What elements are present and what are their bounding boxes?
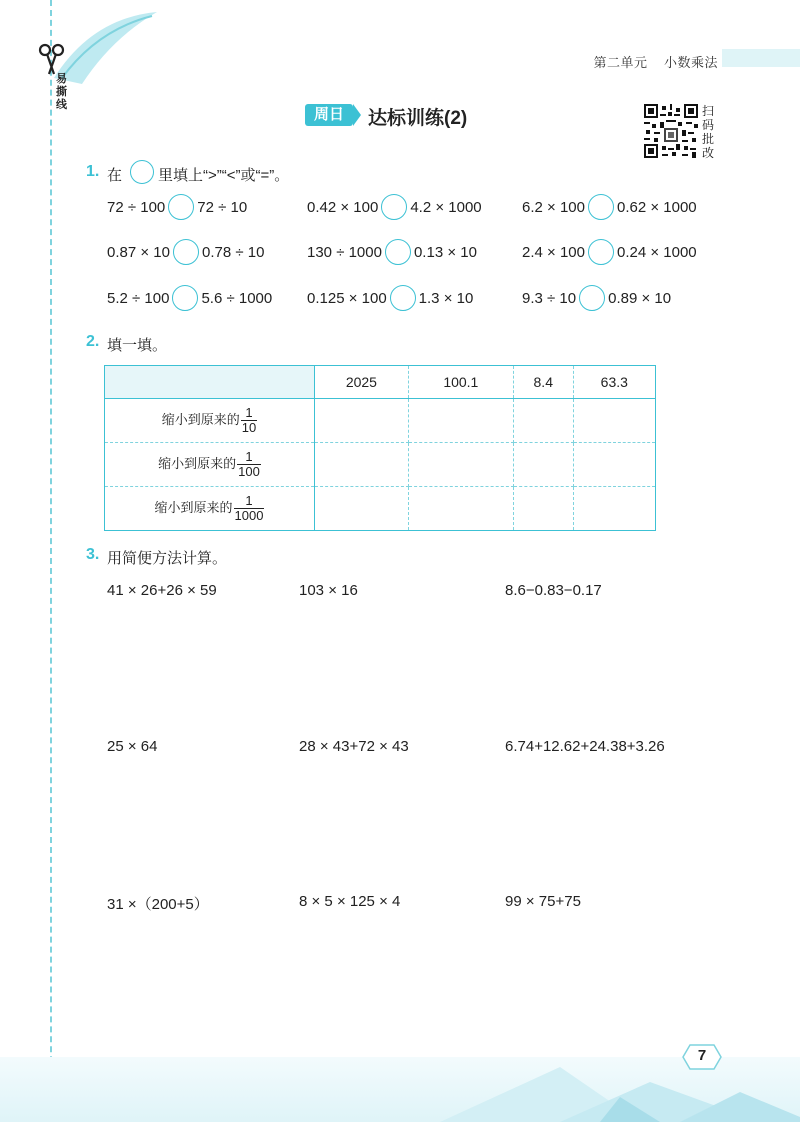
answer-circle[interactable] [588, 239, 614, 265]
table-header-row [105, 366, 656, 399]
answer-cell[interactable] [408, 487, 513, 531]
row-label [105, 487, 315, 531]
unit-label: 第二单元 [593, 55, 648, 70]
fraction-numerator: 1 [245, 405, 253, 420]
answer-cell[interactable] [513, 487, 573, 531]
footer-decoration [0, 1047, 800, 1122]
answer-cell[interactable] [573, 399, 655, 443]
calc-problem: 103 × 16 [299, 582, 358, 599]
section3-number: 3. [86, 546, 100, 563]
compare-left: 130 ÷ 1000 [307, 243, 382, 261]
answer-circle[interactable] [390, 285, 416, 311]
header-bar [722, 49, 800, 67]
answer-cell[interactable] [408, 399, 513, 443]
compare-item [307, 194, 482, 220]
compare-right: 4.2 × 1000 [410, 198, 482, 216]
compare-item [107, 194, 247, 220]
answer-cell[interactable] [408, 443, 513, 487]
answer-cell[interactable] [573, 487, 655, 531]
table-header-cell: 2025 [315, 366, 409, 399]
table-row [105, 443, 656, 487]
compare-left: 72 ÷ 100 [107, 198, 166, 216]
compare-item [107, 285, 272, 311]
badge-tail [353, 104, 361, 126]
answer-circle[interactable] [385, 239, 411, 265]
answer-circle[interactable] [579, 285, 605, 311]
scissors-icon [38, 42, 66, 76]
fill-table [104, 365, 656, 531]
answer-cell[interactable] [513, 399, 573, 443]
unit-header [594, 52, 718, 71]
row-label [105, 443, 315, 487]
answer-cell[interactable] [573, 443, 655, 487]
row-label-text: 缩小到原来的 [161, 413, 240, 428]
section1-prefix: 在 [107, 167, 123, 184]
row-label [105, 399, 315, 443]
compare-item [522, 194, 697, 220]
compare-left: 0.125 × 100 [307, 289, 387, 307]
day-badge: 周日 [305, 104, 353, 126]
calc-problem: 25 × 64 [107, 738, 158, 755]
qr-label: 扫码批改 [702, 104, 715, 160]
compare-left: 5.2 ÷ 100 [107, 289, 170, 307]
compare-item [107, 239, 264, 265]
table-row [105, 399, 656, 443]
tear-line [50, 0, 52, 1122]
answer-circle[interactable] [173, 239, 199, 265]
section3-instruction: 用简便方法计算。 [107, 550, 228, 567]
table-corner-cell [105, 366, 315, 399]
section1-number: 1. [86, 163, 100, 180]
compare-left: 2.4 × 100 [522, 243, 585, 261]
answer-circle[interactable] [381, 194, 407, 220]
fraction [237, 450, 261, 479]
answer-cell[interactable] [315, 443, 409, 487]
calc-problem: 41 × 26+26 × 59 [107, 582, 217, 599]
calc-problem: 6.74+12.62+24.38+3.26 [505, 738, 665, 755]
fraction-denominator: 100 [238, 464, 260, 479]
answer-circle[interactable] [172, 285, 198, 311]
table-row [105, 487, 656, 531]
fraction-denominator: 10 [241, 420, 257, 435]
fraction-numerator: 1 [245, 493, 253, 508]
fraction-denominator: 1000 [234, 508, 264, 523]
calc-problem: 8.6−0.83−0.17 [505, 582, 602, 599]
answer-circle[interactable] [168, 194, 194, 220]
answer-cell[interactable] [513, 443, 573, 487]
section1-instruction: 里填上“>”“<”或“=”。 [158, 167, 290, 184]
compare-right: 0.62 × 1000 [616, 198, 697, 216]
compare-right: 72 ÷ 10 [197, 198, 248, 216]
answer-cell[interactable] [315, 399, 409, 443]
compare-right: 0.24 × 1000 [616, 243, 697, 261]
compare-item [522, 239, 697, 265]
calc-problem: 28 × 43+72 × 43 [299, 738, 409, 755]
compare-left: 0.42 × 100 [307, 198, 379, 216]
page-number: 7 [697, 1047, 707, 1064]
answer-cell[interactable] [315, 487, 409, 531]
logo-text: 易撕线 [56, 72, 67, 111]
compare-right: 0.89 × 10 [608, 289, 672, 307]
compare-left: 0.87 × 10 [107, 243, 170, 261]
compare-right: 1.3 × 10 [418, 289, 474, 307]
fraction [241, 406, 257, 435]
compare-right: 5.6 ÷ 1000 [201, 289, 273, 307]
compare-item [307, 285, 473, 311]
compare-right: 0.78 ÷ 10 [201, 243, 265, 261]
calc-problem: 8 × 5 × 125 × 4 [299, 893, 401, 910]
page-title: 达标训练(2) [368, 108, 468, 129]
calc-problem: 99 × 75+75 [505, 893, 581, 910]
calc-problem: 31 ×（200+5） [107, 896, 209, 913]
compare-item [307, 239, 477, 265]
fraction-numerator: 1 [245, 449, 253, 464]
row-label-text: 缩小到原来的 [158, 457, 237, 472]
compare-right: 0.13 × 10 [413, 243, 477, 261]
qr-code-icon[interactable] [644, 104, 698, 158]
answer-circle-example [130, 160, 154, 184]
fraction [234, 494, 265, 523]
section2-number: 2. [86, 333, 100, 350]
section2-instruction: 填一填。 [107, 337, 168, 354]
table-header-cell: 63.3 [573, 366, 655, 399]
row-label-text: 缩小到原来的 [154, 501, 233, 516]
compare-item [522, 285, 671, 311]
table-header-cell: 8.4 [513, 366, 573, 399]
topic-label: 小数乘法 [663, 55, 718, 70]
compare-left: 9.3 ÷ 10 [522, 289, 577, 307]
table-header-cell: 100.1 [408, 366, 513, 399]
answer-circle[interactable] [588, 194, 614, 220]
compare-left: 6.2 × 100 [522, 198, 585, 216]
